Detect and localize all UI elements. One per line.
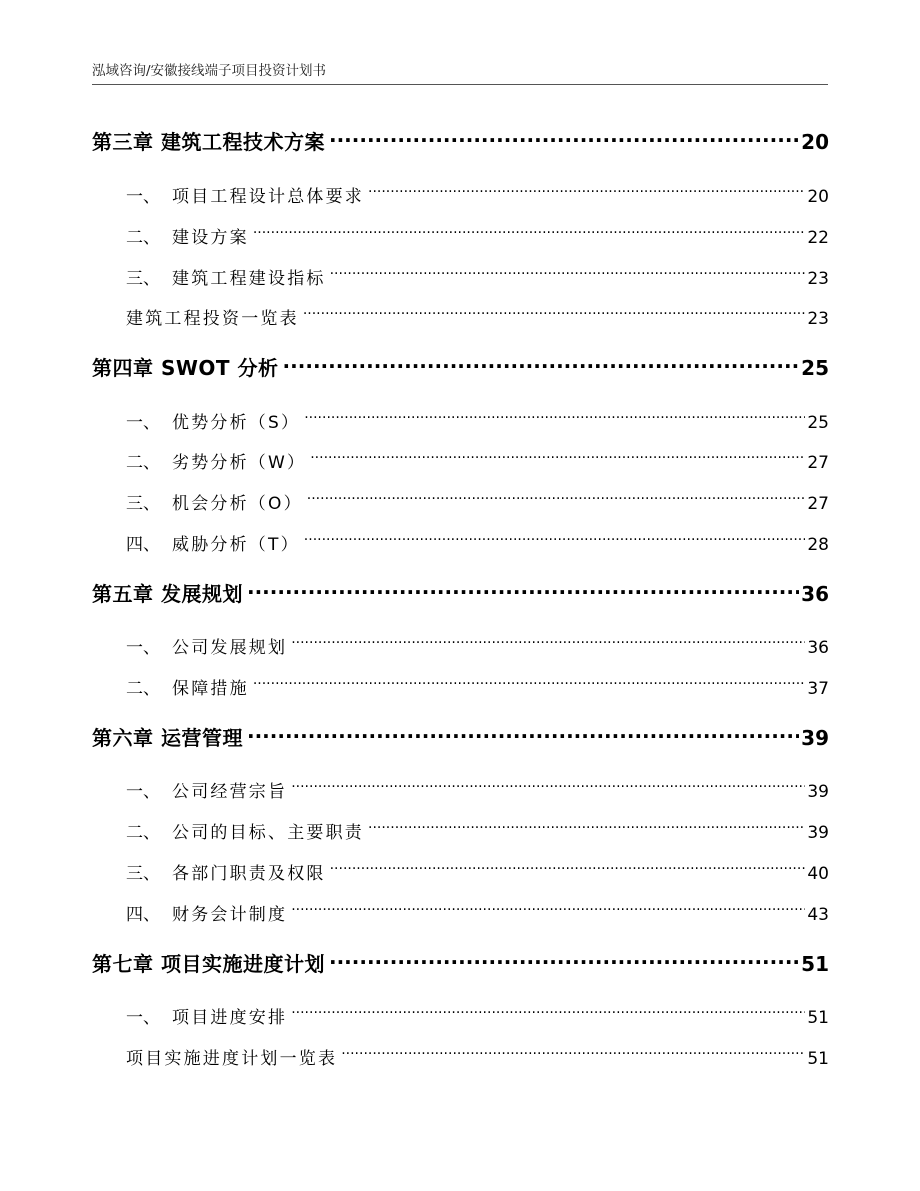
dot-leader <box>330 256 806 284</box>
item-title: 劣势分析（W） <box>172 453 307 473</box>
item-title: 建设方案 <box>172 228 249 248</box>
item-number: 一、 <box>126 638 160 658</box>
toc-chapter-3[interactable] <box>92 121 829 154</box>
toc-item[interactable] <box>126 215 829 248</box>
header-text: 泓域咨询/安徽接线端子项目投资计划书 <box>92 63 327 79</box>
item-page-number: 20 <box>807 187 829 207</box>
dot-leader <box>368 810 805 838</box>
toc-item[interactable] <box>126 769 829 802</box>
dot-leader <box>291 625 805 653</box>
chapter-title: 第五章 发展规划 <box>92 582 243 606</box>
dot-leader <box>307 481 806 509</box>
item-title: 项目进度安排 <box>172 1008 288 1028</box>
item-page-number: 51 <box>807 1049 829 1069</box>
dot-leader <box>304 400 805 428</box>
item-title: 保障措施 <box>172 679 249 699</box>
toc-item[interactable] <box>126 296 829 329</box>
toc-item[interactable] <box>126 666 829 699</box>
dot-leader <box>303 296 806 324</box>
toc-chapter-6[interactable] <box>92 717 829 750</box>
toc-item[interactable] <box>126 174 829 207</box>
item-page-number: 40 <box>807 864 829 884</box>
item-title: 机会分析（O） <box>172 494 303 514</box>
dot-leader <box>291 995 805 1023</box>
chapter-title: 第七章 项目实施进度计划 <box>92 952 325 976</box>
item-page-number: 23 <box>807 269 829 289</box>
dot-leader <box>291 769 805 797</box>
toc-item[interactable] <box>126 481 829 514</box>
chapter-title: 第六章 运营管理 <box>92 726 243 750</box>
item-page-number: 27 <box>807 494 829 514</box>
toc-item[interactable] <box>126 892 829 925</box>
item-title: 各部门职责及权限 <box>172 864 326 884</box>
item-number: 二、 <box>126 679 160 699</box>
toc-item[interactable] <box>126 1036 829 1069</box>
chapter-page-number: 36 <box>801 582 829 606</box>
chapter-page-number: 20 <box>801 130 829 154</box>
item-number: 二、 <box>126 823 160 843</box>
dot-leader <box>304 522 806 550</box>
item-number: 一、 <box>126 413 160 433</box>
item-number: 一、 <box>126 1008 160 1028</box>
item-number: 三、 <box>126 864 160 884</box>
item-page-number: 27 <box>807 453 829 473</box>
dot-leader <box>329 121 799 149</box>
toc-item[interactable] <box>126 400 829 433</box>
item-title: 项目工程设计总体要求 <box>172 187 364 207</box>
item-title: 建筑工程建设指标 <box>172 269 326 289</box>
toc-item[interactable] <box>126 625 829 658</box>
dot-leader <box>341 1036 805 1064</box>
item-page-number: 36 <box>807 638 829 658</box>
item-page-number: 22 <box>807 228 829 248</box>
item-title: 公司发展规划 <box>172 638 288 658</box>
toc-item[interactable] <box>126 440 829 473</box>
dot-leader <box>291 892 805 920</box>
item-page-number: 43 <box>807 905 829 925</box>
item-number: 一、 <box>126 187 160 207</box>
item-title: 优势分析（S） <box>172 413 301 433</box>
dot-leader <box>247 717 799 745</box>
dot-leader <box>247 573 799 601</box>
toc-chapter-4[interactable] <box>92 347 829 380</box>
dot-leader <box>253 666 806 694</box>
item-title: 项目实施进度计划一览表 <box>126 1049 338 1069</box>
item-number: 二、 <box>126 453 160 473</box>
item-number: 二、 <box>126 228 160 248</box>
toc-chapter-7[interactable] <box>92 943 829 976</box>
chapter-title: 第三章 建筑工程技术方案 <box>92 130 325 154</box>
chapter-page-number: 39 <box>801 726 829 750</box>
item-title: 公司经营宗旨 <box>172 782 288 802</box>
dot-leader <box>330 851 806 879</box>
dot-leader <box>283 347 800 375</box>
item-number: 四、 <box>126 905 160 925</box>
chapter-page-number: 25 <box>801 356 829 380</box>
item-number: 一、 <box>126 782 160 802</box>
item-number: 三、 <box>126 269 160 289</box>
item-page-number: 39 <box>807 782 829 802</box>
toc-item[interactable] <box>126 810 829 843</box>
dot-leader <box>329 943 799 971</box>
dot-leader <box>368 174 805 202</box>
item-page-number: 28 <box>807 535 829 555</box>
item-page-number: 23 <box>807 309 829 329</box>
item-number: 三、 <box>126 494 160 514</box>
toc-item[interactable] <box>126 995 829 1028</box>
item-page-number: 51 <box>807 1008 829 1028</box>
item-page-number: 37 <box>807 679 829 699</box>
toc-item[interactable] <box>126 256 829 289</box>
dot-leader <box>253 215 806 243</box>
item-title: 建筑工程投资一览表 <box>126 309 299 329</box>
item-page-number: 39 <box>807 823 829 843</box>
chapter-page-number: 51 <box>801 952 829 976</box>
item-title: 财务会计制度 <box>172 905 288 925</box>
toc-chapter-5[interactable] <box>92 573 829 606</box>
toc-item[interactable] <box>126 522 829 555</box>
chapter-title: 第四章 SWOT 分析 <box>92 356 279 380</box>
item-page-number: 25 <box>807 413 829 433</box>
item-title: 威胁分析（T） <box>172 535 300 555</box>
item-number: 四、 <box>126 535 160 555</box>
item-title: 公司的目标、主要职责 <box>172 823 364 843</box>
toc-item[interactable] <box>126 851 829 884</box>
dot-leader <box>310 440 805 468</box>
